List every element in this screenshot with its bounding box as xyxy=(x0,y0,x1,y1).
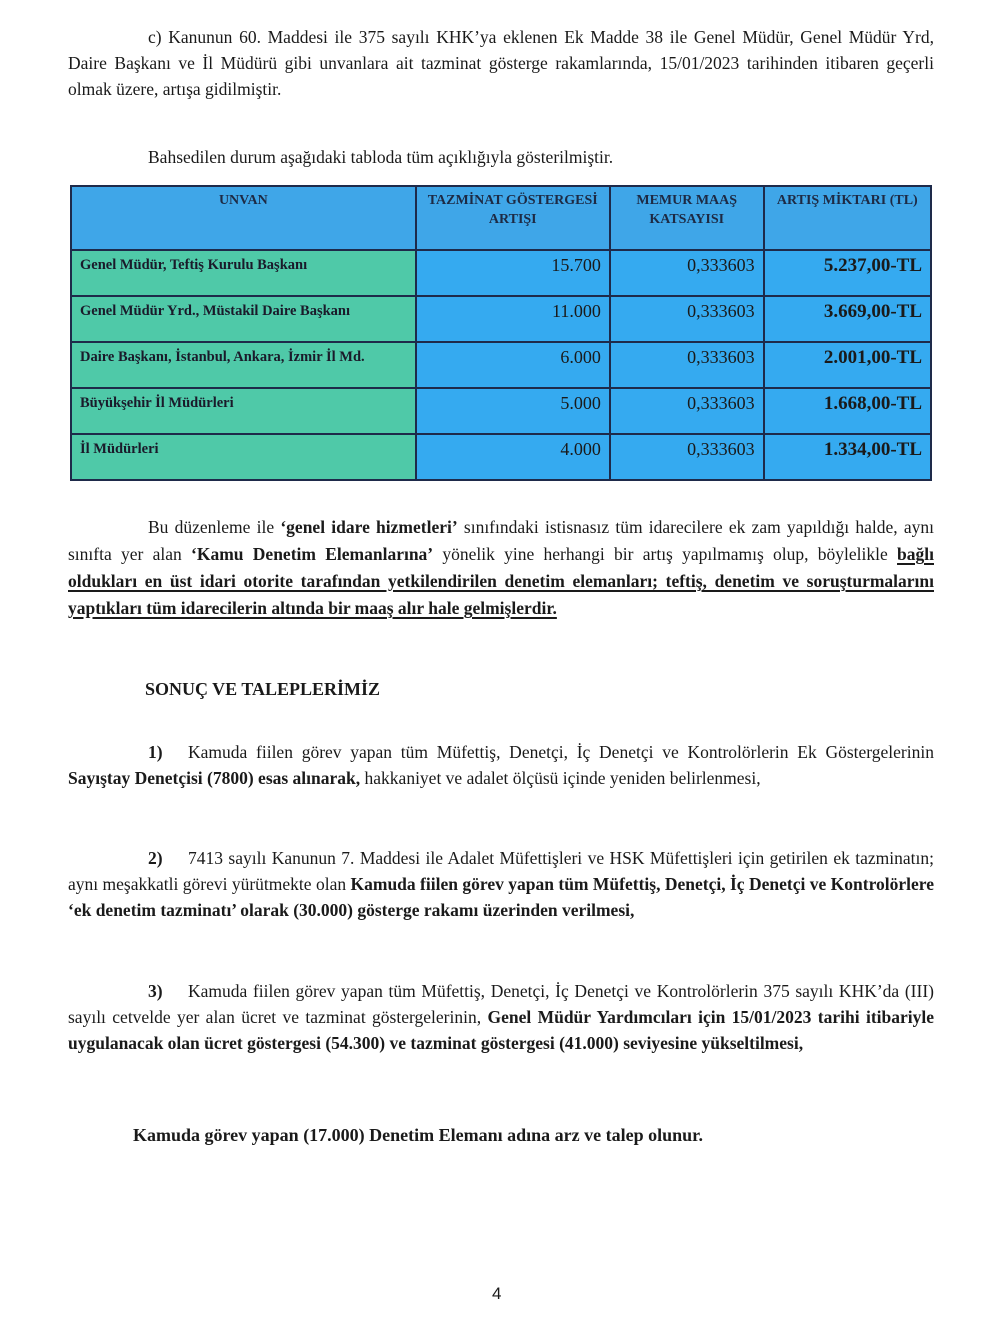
header-miktar: ARTIŞ MİKTARI (TL) xyxy=(764,186,931,250)
table-row xyxy=(71,434,931,480)
cell-miktar: 2.001,00-TL xyxy=(764,342,931,388)
item-emphasis: Kamuda fiilen görev yapan tüm Müfettiş, Denetçi, İç Denetçi ve Kontrolörlere ‘ek denetim tazminatı’ olarak (30.000) gösterge rakamı üzerinden verilmesi, xyxy=(68,874,935,920)
closing-statement: Kamuda görev yapan (17.000) Denetim Elemanı adına arz ve talep olunur. xyxy=(133,1125,704,1145)
item-emphasis: Sayıştay Denetçisi (7800) esas alınarak, xyxy=(68,768,361,788)
header-katsayi: MEMUR MAAŞ KATSAYISI xyxy=(610,186,764,250)
request-item-1 xyxy=(68,739,934,791)
cell-unvan: Genel Müdür Yrd., Müstakil Daire Başkanı xyxy=(71,296,416,342)
table-intro: Bahsedilen durum aşağıdaki tabloda tüm açıklığıyla gösterilmiştir. xyxy=(148,147,614,167)
cell-gosterge: 11.000 xyxy=(416,296,610,342)
conclusion-heading: SONUÇ VE TALEPLERİMİZ xyxy=(145,679,381,699)
tazminat-table xyxy=(70,185,932,481)
cell-miktar: 1.334,00-TL xyxy=(764,434,931,480)
cell-gosterge: 15.700 xyxy=(416,250,610,296)
item-number: 1) xyxy=(148,742,163,762)
cell-gosterge: 5.000 xyxy=(416,388,610,434)
table-row xyxy=(71,296,931,342)
body-underlined-statement: bağlı oldukları en üst idari otorite tarafından yetkilendirilen denetim elemanları; teftiş, denetim ve soruşturmalarını yaptıkları tüm idarecilerin altında bir maaş alır hale gelmişlerdir. xyxy=(68,544,934,618)
cell-gosterge: 6.000 xyxy=(416,342,610,388)
header-unvan: UNVAN xyxy=(71,186,416,250)
cell-miktar: 5.237,00-TL xyxy=(764,250,931,296)
cell-miktar: 1.668,00-TL xyxy=(764,388,931,434)
body-text: sınıfındaki istisnasız tüm idarecilere ek zam yapıldığı halde, aynı sınıfta yer alan xyxy=(68,517,934,564)
header-gosterge: TAZMİNAT GÖSTERGESİ ARTIŞI xyxy=(416,186,610,250)
cell-katsayi: 0,333603 xyxy=(610,434,764,480)
item-number: 3) xyxy=(148,981,163,1001)
body-emphasis-kamu-denetim: ‘Kamu Denetim Elemanlarına’ xyxy=(191,544,434,564)
cell-unvan: Genel Müdür, Teftiş Kurulu Başkanı xyxy=(71,250,416,296)
paragraph-c: c) Kanunun 60. Maddesi ile 375 sayılı KHK’ya eklenen Ek Madde 38 ile Genel Müdür, Genel Müdür Yrd, Daire Başkanı ve İl Müdürü gibi unvanlara ait tazminat gösterge rakamlarında, 15/01/2023 tarihinden itibaren geçerli olmak üzere, artışa gidilmiştir. xyxy=(68,27,934,99)
body-emphasis-genel-idare: ‘genel idare hizmetleri’ xyxy=(280,517,458,537)
request-item-2 xyxy=(68,845,934,923)
cell-unvan: İl Müdürleri xyxy=(71,434,416,480)
item-text: Kamuda fiilen görev yapan tüm Müfettiş, Denetçi, İç Denetçi ve Kontrolörlerin Ek Göstergelerinin xyxy=(188,742,934,762)
page-number: 4 xyxy=(492,1284,502,1303)
table-row xyxy=(71,250,931,296)
cell-katsayi: 0,333603 xyxy=(610,342,764,388)
cell-unvan: Daire Başkanı, İstanbul, Ankara, İzmir İl Md. xyxy=(71,342,416,388)
cell-katsayi: 0,333603 xyxy=(610,388,764,434)
cell-unvan: Büyükşehir İl Müdürleri xyxy=(71,388,416,434)
body-text: Bu düzenleme ile xyxy=(148,517,281,537)
table-row xyxy=(71,388,931,434)
table-row xyxy=(71,342,931,388)
table-header-row xyxy=(71,186,931,250)
body-paragraph xyxy=(68,514,934,622)
cell-katsayi: 0,333603 xyxy=(610,250,764,296)
request-item-3 xyxy=(68,978,934,1056)
cell-katsayi: 0,333603 xyxy=(610,296,764,342)
cell-gosterge: 4.000 xyxy=(416,434,610,480)
item-text: hakkaniyet ve adalet ölçüsü içinde yeniden belirlenmesi, xyxy=(360,768,761,788)
item-text: 7413 sayılı Kanunun 7. Maddesi ile Adalet Müfettişleri ve HSK Müfettişleri için getirilen ek tazminatın; aynı meşakkatli görevi yürütmekte olan xyxy=(68,848,934,894)
item-text: Kamuda fiilen görev yapan tüm Müfettiş, Denetçi, İç Denetçi ve Kontrolörlerin 375 sayılı KHK’da (III) sayılı cetvelde yer alan ücret ve tazminat göstergelerinin, xyxy=(68,981,934,1027)
cell-miktar: 3.669,00-TL xyxy=(764,296,931,342)
item-number: 2) xyxy=(148,848,163,868)
item-emphasis: Genel Müdür Yardımcıları için 15/01/2023 tarihi itibariyle uygulanacak olan ücret göstergesi (54.300) ve tazminat göstergesi (41.000) seviyesine yükseltilmesi, xyxy=(68,1007,935,1053)
body-text: yönelik yine herhangi bir artış yapılmamış olup, böylelikle xyxy=(433,544,898,564)
